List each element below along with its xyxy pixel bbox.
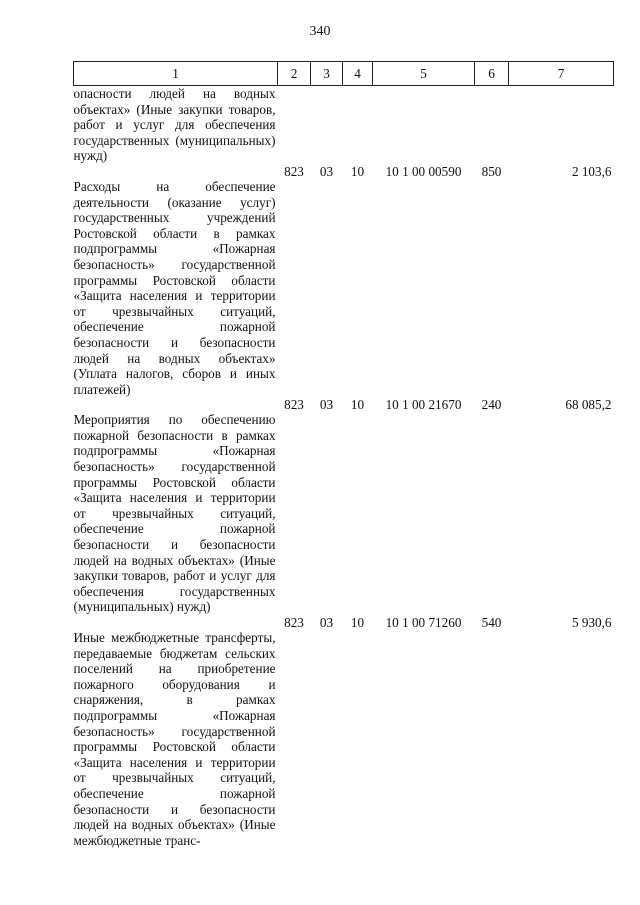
row-expense-type: 240 bbox=[481, 397, 502, 413]
table-row bbox=[74, 615, 614, 848]
budget-table bbox=[73, 61, 614, 848]
row-target: 10 1 00 00590 bbox=[385, 163, 462, 179]
header-col-7: 7 bbox=[509, 62, 614, 86]
row-target: 10 1 00 71260 bbox=[385, 615, 462, 630]
row-amount: 5 930,6 bbox=[571, 615, 612, 630]
row-section: 03 bbox=[319, 615, 334, 630]
table-body bbox=[74, 86, 614, 849]
row-subsection: 10 bbox=[350, 163, 365, 179]
page-number: 340 bbox=[309, 24, 331, 39]
table-header bbox=[74, 62, 614, 86]
header-col-5: 5 bbox=[373, 62, 475, 86]
table-row bbox=[74, 164, 614, 397]
header-col-2: 2 bbox=[278, 62, 311, 86]
row-description: опасности людей на водных объектах» (Иные закупки товаров, работ и услуг для обеспечения государственных (муниципальных) нужд) bbox=[73, 86, 276, 164]
header-row bbox=[74, 62, 614, 86]
header-col-6: 6 bbox=[475, 62, 509, 86]
row-expense-type: 850 bbox=[481, 163, 502, 179]
row-description: Иные межбюджетные трансферты, передаваемые бюджетам сельских поселений на приобретение пожарного оборудования и снаряжения, в рамках подпрограммы «Пожарная безопасность» государственной программы Ростовской области «Защита населения и территории от чрезвычайных ситуаций, обеспечение пожарной безопасности и безопасности людей на водных объектах» (Иные межбюджетные транс- bbox=[73, 630, 276, 848]
row-subsection: 10 bbox=[350, 397, 365, 413]
row-code: 823 bbox=[284, 163, 304, 179]
row-subsection: 10 bbox=[350, 615, 365, 630]
header-col-1: 1 bbox=[74, 62, 278, 86]
row-code: 823 bbox=[284, 397, 304, 413]
row-section: 03 bbox=[319, 397, 334, 413]
table-row bbox=[74, 397, 614, 615]
header-col-4: 4 bbox=[343, 62, 373, 86]
header-col-3: 3 bbox=[311, 62, 343, 86]
row-code: 823 bbox=[284, 615, 304, 630]
row-section: 03 bbox=[319, 163, 334, 179]
row-description: Мероприятия по обеспечению пожарной безопасности в рамках подпрограммы «Пожарная безопасность» государственной программы Ростовской области «Защита населения и территории от чрезвычайных ситуаций, обеспечение пожарной безопасности и безопасности людей на водных объектах» (Иные закупки товаров, работ и услуг для обеспечения государственных (муниципальных) нужд) bbox=[73, 412, 276, 615]
row-amount: 2 103,6 bbox=[571, 163, 612, 179]
row-description: Расходы на обеспечение деятельности (оказание услуг) государственных учреждений Ростовской области в рамках подпрограммы «Пожарная безопасность» государственной программы Ростовской области «Защита населения и территории от чрезвычайных ситуаций, обеспечение пожарной безопасности и безопасности людей на водных объектах» (Уплата налогов, сборов и иных платежей) bbox=[73, 178, 276, 397]
row-expense-type: 540 bbox=[481, 615, 502, 630]
row-amount: 68 085,2 bbox=[565, 397, 612, 413]
table-row-continuation bbox=[74, 86, 614, 164]
row-target: 10 1 00 21670 bbox=[385, 397, 462, 413]
